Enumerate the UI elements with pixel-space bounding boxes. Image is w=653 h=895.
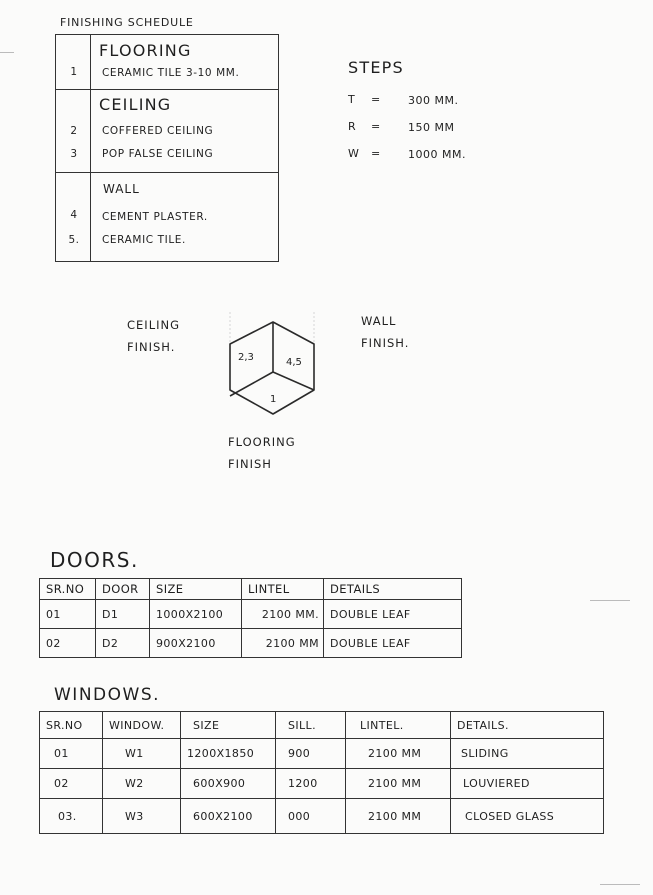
column-header: WINDOW. <box>103 712 181 739</box>
table-cell: 900 <box>276 739 346 769</box>
section-heading-wall: WALL <box>103 182 140 196</box>
section-heading-ceiling: CEILING <box>99 95 172 114</box>
step-equals: = <box>371 120 381 133</box>
table-cell: 2100 MM <box>346 739 451 769</box>
item-number: 1 <box>70 66 78 78</box>
item-text: POP FALSE CEILING <box>102 148 214 160</box>
step-value: 1000 MM. <box>408 148 466 161</box>
wall-finish-label <box>361 310 409 354</box>
label-line: FLOORING <box>228 435 296 449</box>
table-cell: W1 <box>103 739 181 769</box>
step-label: T <box>348 93 356 106</box>
table-cell: DOUBLE LEAF <box>324 600 462 629</box>
step-equals: = <box>371 147 381 160</box>
label-line: FINISH. <box>361 336 410 350</box>
table-cell: 03. <box>40 799 103 834</box>
table-divider <box>56 172 278 173</box>
item-text: CERAMIC TILE 3-10 MM. <box>102 67 240 79</box>
table-header-row <box>40 712 604 739</box>
table-header-row <box>40 579 462 600</box>
table-cell: 600X2100 <box>181 799 276 834</box>
step-label: W <box>348 147 360 160</box>
finish-cube-diagram <box>218 310 328 430</box>
scan-mark <box>0 52 14 53</box>
table-cell: 2100 MM <box>242 629 324 658</box>
table-row <box>40 629 462 658</box>
item-text: CEMENT PLASTER. <box>102 211 208 223</box>
flooring-finish-label <box>228 431 296 475</box>
table-cell: DOUBLE LEAF <box>324 629 462 658</box>
ceiling-finish-label <box>127 314 180 358</box>
column-header: SIZE <box>181 712 276 739</box>
table-cell: LOUVIERED <box>451 769 604 799</box>
steps-title: STEPS <box>348 58 404 77</box>
windows-title: WINDOWS. <box>54 685 161 705</box>
table-cell: W3 <box>103 799 181 834</box>
table-row <box>40 739 604 769</box>
item-number: 4 <box>70 209 78 221</box>
table-cell: 900X2100 <box>150 629 242 658</box>
step-label: R <box>348 120 357 133</box>
scan-mark <box>590 600 630 601</box>
doors-table <box>39 578 462 658</box>
table-cell: 600X900 <box>181 769 276 799</box>
item-number: 3 <box>70 148 78 160</box>
label-line: CEILING <box>127 318 180 332</box>
table-cell: 02 <box>40 629 96 658</box>
item-number: 5. <box>68 234 80 246</box>
table-cell: 1000X2100 <box>150 600 242 629</box>
table-divider <box>90 35 91 261</box>
table-cell: W2 <box>103 769 181 799</box>
table-cell: D2 <box>96 629 150 658</box>
column-header: DOOR <box>96 579 150 600</box>
table-cell: 1200X1850 <box>181 739 276 769</box>
step-value: 150 MM <box>408 121 455 134</box>
column-header: SR.NO <box>40 712 103 739</box>
section-heading-flooring: FLOORING <box>99 41 192 60</box>
table-row <box>40 799 604 834</box>
item-number: 2 <box>70 125 78 137</box>
table-cell: 02 <box>40 769 103 799</box>
column-header: DETAILS. <box>451 712 604 739</box>
doors-title: DOORS. <box>50 548 139 572</box>
table-cell: 01 <box>40 739 103 769</box>
column-header: LINTEL <box>242 579 324 600</box>
step-equals: = <box>371 93 381 106</box>
face-wall-number: 4,5 <box>286 357 302 368</box>
column-header: DETAILS <box>324 579 462 600</box>
finishing-schedule-title: FINISHING SCHEDULE <box>60 16 194 29</box>
column-header: SR.NO <box>40 579 96 600</box>
table-row <box>40 769 604 799</box>
label-line: FINISH <box>228 457 272 471</box>
table-cell: SLIDING <box>451 739 604 769</box>
table-cell: 2100 MM <box>346 799 451 834</box>
table-cell: 01 <box>40 600 96 629</box>
table-cell: D1 <box>96 600 150 629</box>
cube-edge <box>230 372 273 396</box>
column-header: LINTEL. <box>346 712 451 739</box>
face-floor-number: 1 <box>270 394 277 405</box>
scan-mark <box>600 884 640 885</box>
table-row <box>40 600 462 629</box>
table-cell: 1200 <box>276 769 346 799</box>
cube-edge <box>273 372 314 390</box>
table-cell: 2100 MM. <box>242 600 324 629</box>
table-cell: CLOSED GLASS <box>451 799 604 834</box>
table-cell: 2100 MM <box>346 769 451 799</box>
label-line: FINISH. <box>127 340 176 354</box>
label-line: WALL <box>361 314 397 328</box>
windows-table <box>39 711 604 834</box>
table-cell: 000 <box>276 799 346 834</box>
finishing-schedule-table <box>55 34 279 262</box>
table-divider <box>56 89 278 90</box>
column-header: SILL. <box>276 712 346 739</box>
item-text: CERAMIC TILE. <box>102 234 186 246</box>
column-header: SIZE <box>150 579 242 600</box>
item-text: COFFERED CEILING <box>102 125 214 137</box>
face-ceiling-number: 2,3 <box>238 352 254 363</box>
step-value: 300 MM. <box>408 94 459 107</box>
